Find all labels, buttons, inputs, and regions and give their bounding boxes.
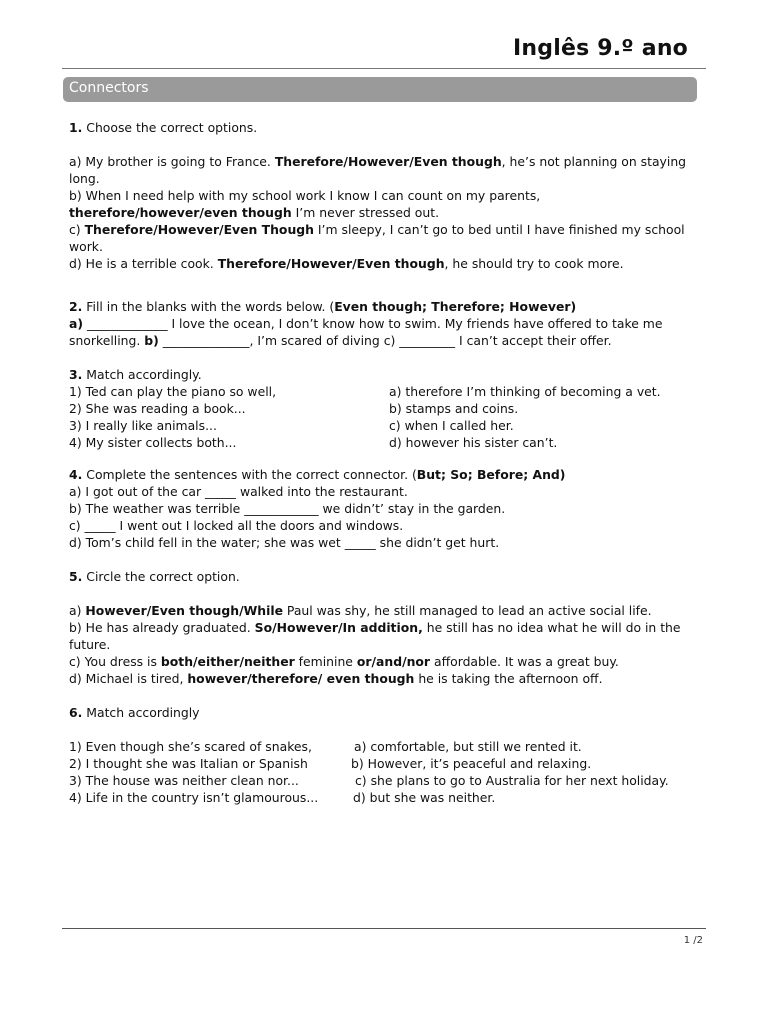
item-options: or/and/nor	[356, 654, 431, 669]
header-divider	[62, 68, 706, 69]
item-text: Paul was shy, he still managed to lead an active social life.	[282, 603, 652, 618]
page-number: 1 /2	[683, 935, 703, 946]
match-left: 2) I thought she was Italian or Spanish	[69, 756, 308, 771]
item-text: _____________ I love the ocean, I don’t know how to swim. My friends have offered to take me snorkelling.	[69, 316, 663, 348]
question-2-text	[69, 315, 701, 349]
question-5-item-b	[69, 619, 701, 653]
match-row	[69, 434, 701, 451]
match-right: b) However, it’s peaceful and relaxing.	[351, 756, 592, 771]
word-bank: Even though; Therefore; However)	[334, 299, 577, 314]
item-label: a)	[69, 316, 84, 331]
item-text: I’m never stressed out.	[291, 205, 440, 220]
question-1-item-d	[69, 255, 701, 272]
question-number: 5.	[69, 569, 83, 584]
question-1-title	[69, 119, 701, 136]
item-options: however/therefore/ even though	[187, 671, 415, 686]
question-instruction: Match accordingly	[82, 705, 200, 720]
question-1-item-a	[69, 153, 701, 187]
item-label: b)	[144, 333, 159, 348]
question-3-title	[69, 366, 701, 383]
item-options: Therefore/However/Even Though	[84, 222, 314, 237]
question-instruction: Choose the correct options.	[86, 120, 258, 135]
question-number: 2.	[69, 299, 83, 314]
match-left: 3) I really like animals...	[69, 418, 217, 433]
question-5-title	[69, 568, 701, 585]
question-instruction: Match accordingly.	[86, 367, 202, 382]
question-1-item-c	[69, 221, 701, 255]
match-right: c) when I called her.	[389, 418, 514, 433]
match-left: 2) She was reading a book...	[69, 401, 246, 416]
match-left: 1) Even though she’s scared of snakes,	[69, 739, 312, 754]
match-left: 3) The house was neither clean nor...	[69, 773, 299, 788]
match-left: 4) My sister collects both...	[69, 435, 237, 450]
item-text: , he’s not planning on staying long.	[69, 154, 687, 186]
match-left: 4) Life in the country isn’t glamourous...	[69, 790, 319, 805]
item-text: c)	[69, 222, 85, 237]
item-options: However/Even though/While	[85, 603, 283, 618]
question-2-title	[69, 298, 701, 315]
match-row	[69, 772, 701, 789]
match-row	[69, 738, 701, 755]
question-4-title	[69, 466, 701, 483]
match-right: c) she plans to go to Australia for her next holiday.	[355, 773, 669, 788]
match-right: d) however his sister can’t.	[389, 435, 558, 450]
question-1-item-b	[69, 187, 701, 221]
question-6-title	[69, 704, 701, 721]
item-options: So/However/In addition,	[254, 620, 423, 635]
match-row	[69, 383, 701, 400]
match-right: a) comfortable, but still we rented it.	[354, 739, 582, 754]
question-number: 4.	[69, 467, 83, 482]
question-number: 3.	[69, 367, 83, 382]
question-number: 6.	[69, 705, 83, 720]
item-text: b) When I need help with my school work I know I can count on my parents,	[69, 188, 541, 203]
item-text: feminine	[294, 654, 357, 669]
match-right: b) stamps and coins.	[389, 401, 519, 416]
footer-divider	[62, 928, 706, 929]
match-row	[69, 789, 701, 806]
match-right: a) therefore I’m thinking of becoming a vet.	[389, 384, 661, 399]
item-text: ______________, I’m scared of diving c) _________ I can’t accept their offer.	[158, 333, 612, 348]
item-text: d) He is a terrible cook.	[69, 256, 218, 271]
question-instruction: Circle the correct option.	[86, 569, 240, 584]
item-text: , he should try to cook more.	[444, 256, 624, 271]
question-4-item: c) _____ I went out I locked all the doors and windows.	[69, 518, 404, 533]
item-options: therefore/however/even though	[69, 205, 292, 220]
word-bank: But; So; Before; And)	[416, 467, 566, 482]
question-4-item: d) Tom’s child fell in the water; she was wet _____ she didn’t get hurt.	[69, 535, 500, 550]
item-options: Therefore/However/Even though	[217, 256, 445, 271]
item-text: b) He has already graduated.	[69, 620, 255, 635]
question-5-item-c	[69, 653, 701, 670]
match-row	[69, 400, 701, 417]
question-instruction: Fill in the blanks with the words below. (	[86, 299, 335, 314]
item-options: Therefore/However/Even though	[274, 154, 502, 169]
item-text: a) My brother is going to France.	[69, 154, 275, 169]
item-text: d) Michael is tired,	[69, 671, 188, 686]
question-5-item-a	[69, 602, 701, 619]
worksheet-content	[69, 119, 701, 806]
question-number: 1.	[69, 120, 83, 135]
item-text: he is taking the afternoon off.	[414, 671, 603, 686]
item-text: c) You dress is	[69, 654, 161, 669]
item-options: both/either/neither	[160, 654, 295, 669]
match-right: d) but she was neither.	[353, 790, 496, 805]
item-text: he still has no idea what he will do in the future.	[69, 620, 681, 652]
page-title: Inglês 9.º ano	[513, 36, 688, 61]
question-4-item: b) The weather was terrible ____________ we didn’t’ stay in the garden.	[69, 501, 506, 516]
item-text: affordable. It was a great buy.	[430, 654, 619, 669]
item-text: a)	[69, 603, 86, 618]
match-left: 1) Ted can play the piano so well,	[69, 384, 277, 399]
question-instruction: Complete the sentences with the correct connector. (	[86, 467, 417, 482]
match-row	[69, 417, 701, 434]
match-row	[69, 755, 701, 772]
question-4-item: a) I got out of the car _____ walked into the restaurant.	[69, 484, 408, 499]
section-heading: Connectors	[63, 77, 697, 102]
item-text: I’m sleepy, I can’t go to bed until I have finished my school work.	[69, 222, 685, 254]
question-5-item-d	[69, 670, 701, 687]
